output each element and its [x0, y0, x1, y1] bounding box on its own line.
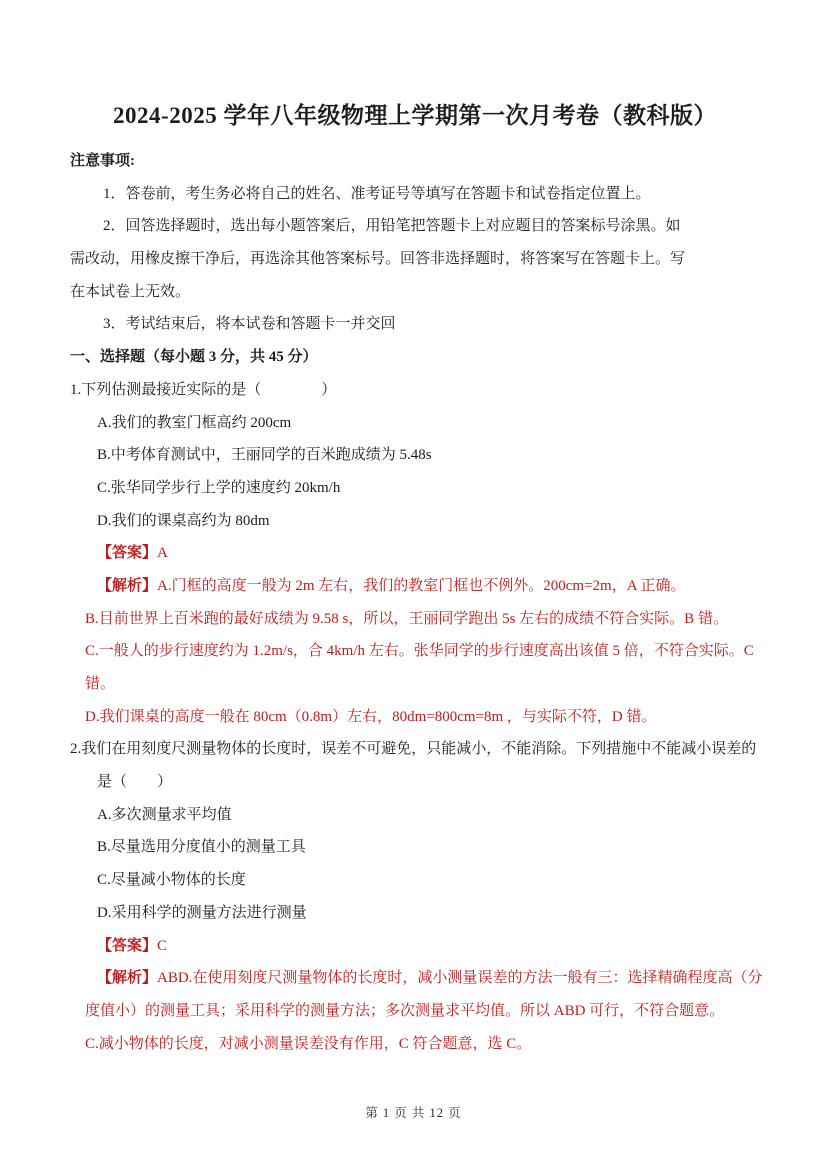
question-2-option-d: D.采用科学的测量方法进行测量 [97, 904, 307, 921]
question-1-option-d: D.我们的课桌高约为 80dm [97, 512, 270, 529]
notice-line-5: 3．考试结束后，将本试卷和答题卡一并交回 [103, 316, 396, 333]
notice-line-1: 1．答卷前，考生务必将自己的姓名、准考证号等填写在答题卡和试卷指定位置上。 [103, 185, 651, 202]
answer-label: 【答案】 [97, 545, 158, 562]
notice-line-3: 需改动，用橡皮擦干净后，再选涂其他答案标号。回答非选择题时，将答案写在答题卡上。写 [70, 251, 686, 268]
exam-title: 2024-2025 学年八年级物理上学期第一次月考卷（教科版） [113, 103, 717, 128]
question-1-analysis-line-3: C.一般人的步行速度约为 1.2m/s，合 4km/h 左右。张华同学的步行速度高出该值 5 倍，不符合实际。C [85, 643, 754, 660]
question-2-stem-line-1: 2.我们在用刻度尺测量物体的长度时，误差不可避免，只能减小，不能消除。下列措施中不能减小误差的 [70, 741, 757, 758]
question-2-analysis-line-1 [70, 962, 763, 995]
notice-line-4: 在本试卷上无效。 [70, 283, 191, 300]
question-2-stem-line-2: 是（ ） [97, 774, 173, 791]
question-2-option-b: B.尽量选用分度值小的测量工具 [97, 839, 306, 856]
question-1-option-c: C.张华同学步行上学的速度约 20km/h [97, 479, 341, 496]
page-content [70, 100, 763, 1060]
question-1-analysis-line-2: B.目前世界上百米跑的最好成绩为 9.58 s，所以，王丽同学跑出 5s 左右的成绩不符合实际。B 错。 [85, 610, 728, 627]
analysis-text: ABD.在使用刻度尺测量物体的长度时，减小测量误差的方法一般有三：选择精确程度高（分 [157, 970, 763, 987]
answer-label: 【答案】 [97, 937, 158, 954]
notice-line-2: 2．回答选择题时，选出每小题答案后，用铅笔把答题卡上对应题目的答案标号涂黑。如 [103, 218, 681, 235]
analysis-label: 【解析】 [97, 577, 158, 594]
question-1-stem: 1.下列估测最接近实际的是（ ） [70, 381, 337, 398]
question-2-analysis-line-3: C.减小物体的长度，对减小测量误差没有作用，C 符合题意，选 C。 [85, 1035, 532, 1052]
answer-value: C [157, 937, 168, 954]
question-1-answer [70, 537, 760, 570]
section-heading: 一、选择题（每小题 3 分，共 45 分） [70, 349, 318, 366]
analysis-label: 【解析】 [97, 970, 158, 987]
question-2-analysis-line-2: 度值小）的测量工具；采用科学的测量方法；多次测量求平均值。所以 ABD 可行，不符合题意。 [85, 1002, 725, 1019]
question-1-option-a: A.我们的教室门框高约 200cm [97, 414, 292, 431]
page-number-footer: 第 1 页 共 12 页 [365, 1106, 462, 1120]
analysis-text: A.门框的高度一般为 2m 左右，我们的教室门框也不例外。200cm=2m，A 正确。 [157, 577, 686, 594]
notice-heading: 注意事项: [70, 153, 135, 169]
question-1-analysis-line-5: D.我们课桌的高度一般在 80cm（0.8m）左右，80dm=800cm=8m ，与实际不符，D 错。 [85, 708, 657, 725]
question-2-option-c: C.尽量减小物体的长度 [97, 872, 246, 889]
question-1-analysis-line-1 [70, 570, 760, 603]
question-2-option-a: A.多次测量求平均值 [97, 806, 232, 823]
question-1-option-b: B.中考体育测试中，王丽同学的百米跑成绩为 5.48s [97, 447, 432, 464]
question-1-analysis-line-4: 错。 [85, 676, 116, 692]
question-2-answer [70, 930, 760, 963]
answer-value: A [157, 545, 168, 562]
